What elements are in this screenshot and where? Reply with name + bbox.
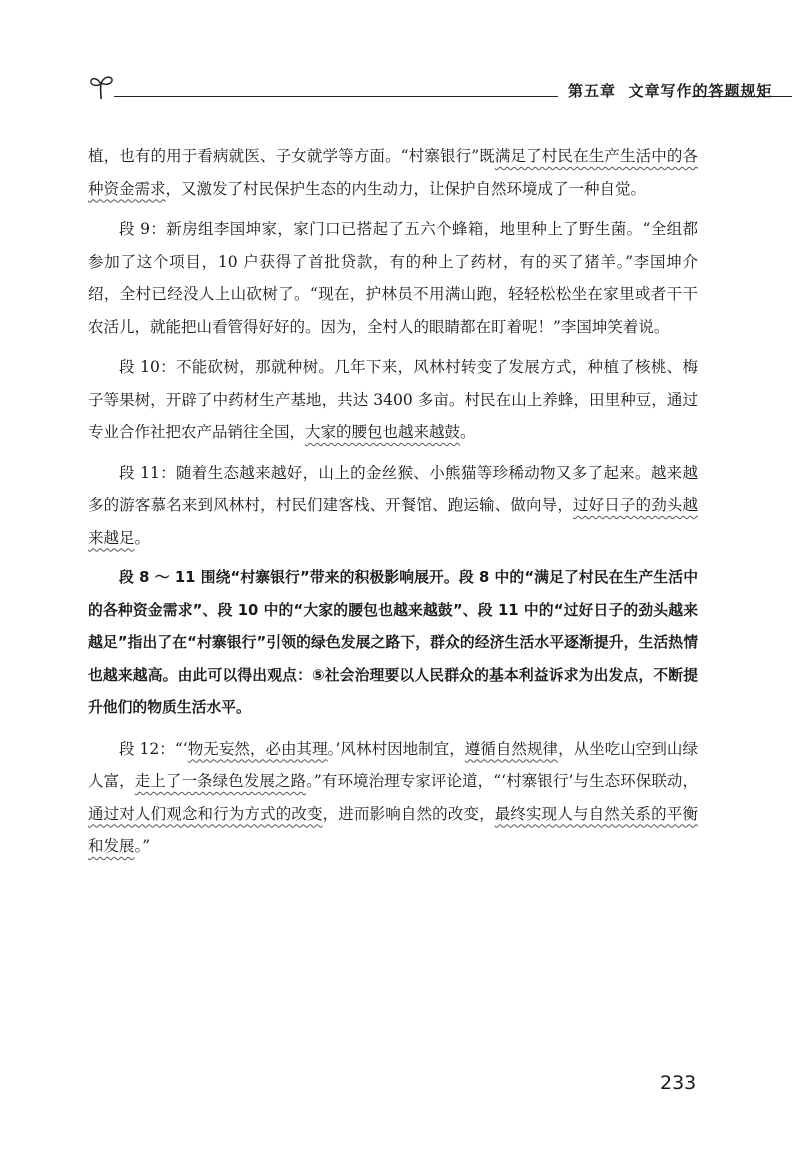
text-run: 。” (134, 837, 151, 855)
paragraph (88, 140, 698, 205)
chapter-number: 第五章 (568, 82, 617, 100)
text-run: 。 (134, 528, 151, 547)
underlined-phrase: 物无妄然，必由其理 (187, 739, 328, 758)
text-run: 植，也有的用于看病就医、子女就学等方面。“村寨银行”既 (88, 147, 495, 165)
underlined-phrase: 满足了村民在生产生活中的各种资金需求 (88, 147, 698, 198)
analysis-paragraph (88, 562, 698, 725)
text-run: 。”有环境治理专家评论道，“‘村寨银行’与生态环保联动， (306, 772, 698, 790)
text-run: 段 12：“‘ (119, 739, 188, 758)
text-run: 段 10：不能砍树，那就种树。几年下来，风林村转变了发展方式，种植了核桃、梅子等果树，开辟了中药材生产基地，共达 3400 多亩。村民在山上养蜂，田里种豆，通过专业合作社把农产品销往全国， (88, 358, 698, 441)
text-run: 。 (460, 423, 476, 441)
chapter-title: 文章写作的答题规矩 (628, 82, 773, 100)
underlined-phrase: 过好日子的劲头越来越足 (88, 496, 698, 547)
underlined-phrase: 走上了一条绿色发展之路 (134, 772, 307, 790)
text-run: 段 8 ～ 11 围绕“村寨银行”带来的积极影响展开。段 8 中的“满足了村民在生产生活中的各种资金需求”、段 10 中的“大家的腰包也越来越鼓”、段 11 中的“过好日子的劲头越来越足”指出了在“村寨银行”引领的绿色发展之路下，群众的经济生活水平逐渐提升，生活热情也越来越高。由此可以得出观点：⑤社会治理要以人民群众的基本利益诉求为出发点，不断提升他们的物质生活水平。 (88, 569, 698, 716)
paragraph (88, 351, 698, 449)
text-run: ，又激发了村民保护生态的内生动力，让保护自然环境成了一种自觉。 (165, 179, 647, 198)
text-run: ，从坐吃山空到山绿人富， (88, 739, 698, 790)
chapter-heading (568, 80, 772, 101)
sprout-icon (88, 72, 118, 102)
text-run: 。’风林村因地制宜， (327, 739, 465, 758)
body-text (88, 140, 698, 871)
text-run: 段 9：新房组李国坤家，家门口已搭起了五六个蜂箱，地里种上了野生菌。“全组都参加了这个项目，10 户获得了首批贷款，有的种上了药材，有的买了猪羊。”李国坤介绍，全村已经没人上山砍树了。“现在，护林员不用满山跑，轻轻松松坐在家里或者干干农活儿，就能把山看管得好好的。因为，全村人的眼睛都在盯着呢！”李国坤笑着说。 (88, 220, 698, 336)
header-rule-left (114, 96, 558, 97)
paragraph (88, 733, 698, 863)
paragraph (88, 213, 698, 343)
text-run: 段 11：随着生态越来越好，山上的金丝猴、小熊猫等珍稀动物又多了起来。越来越多的游客慕名来到风林村，村民们建客栈、开餐馆、跑运输、做向导， (88, 463, 698, 514)
text-run: ，进而影响自然的改变， (322, 804, 495, 823)
underlined-phrase: 大家的腰包也越来越鼓 (305, 423, 461, 441)
header-rule-right (692, 96, 792, 97)
paragraph (88, 457, 698, 555)
running-header (88, 72, 792, 104)
underlined-phrase: 通过对人们观念和行为方式的改变 (88, 804, 323, 823)
page-number: 233 (660, 1072, 697, 1094)
underlined-phrase: 最终实现人与自然关系的平衡和发展 (88, 804, 698, 855)
underlined-phrase: 遵循自然规律 (464, 739, 559, 758)
